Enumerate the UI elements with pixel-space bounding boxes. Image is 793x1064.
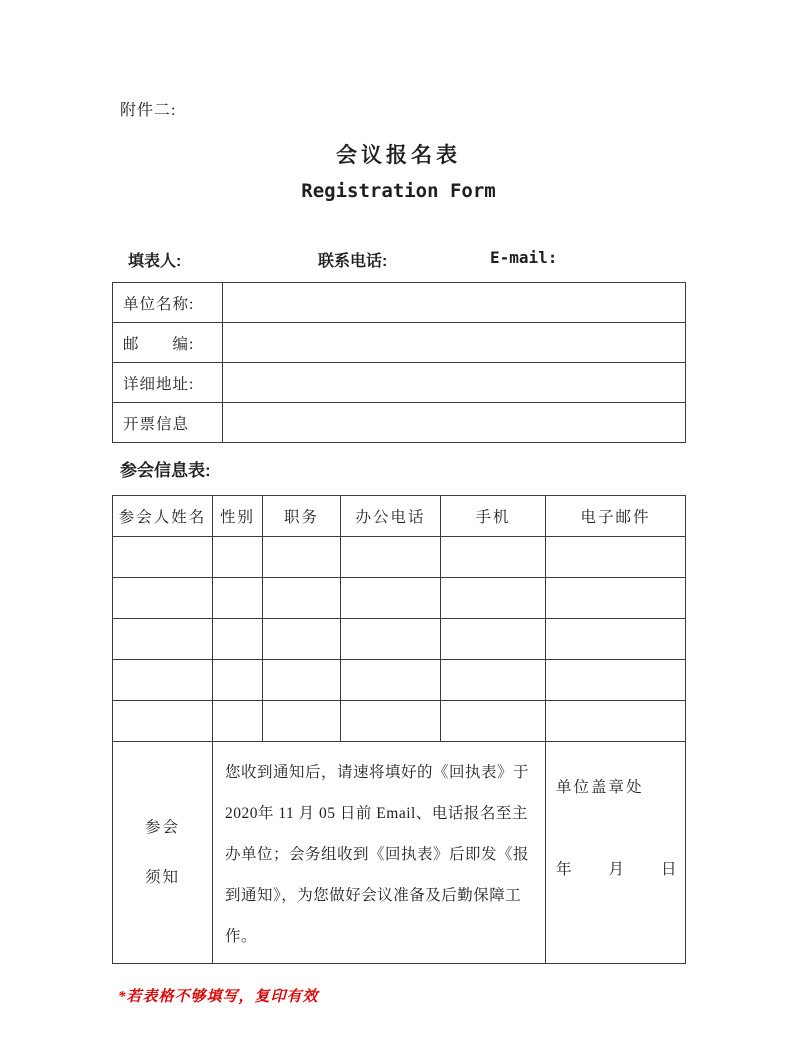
notice-label-line2: 须知: [144, 868, 180, 886]
notice-text-line: 您收到通知后，请速将填好的《回执表》于 2020: [225, 764, 530, 822]
notice-text-line: 年 11 月 05 日前 Email、电话报名至主办单位；: [225, 805, 528, 863]
participant-empty-cell: [546, 578, 686, 619]
participant-empty-cell: [341, 537, 441, 578]
participant-empty-cell: [441, 537, 546, 578]
seal-cell: [546, 742, 686, 964]
postal-code-value-cell: [223, 323, 686, 363]
header-email: 电子邮件: [546, 496, 686, 537]
participant-empty-cell: [113, 578, 213, 619]
participant-empty-cell: [113, 619, 213, 660]
address-value-cell: [223, 363, 686, 403]
participant-empty-cell: [263, 660, 341, 701]
participant-empty-cell: [113, 537, 213, 578]
participant-section-label: 参会信息表:: [120, 461, 211, 480]
form-title-english: Registration Form: [301, 180, 496, 202]
table-row: [113, 363, 686, 403]
participant-empty-cell: [213, 537, 263, 578]
header-participant-name: 参会人姓名: [113, 496, 213, 537]
contact-info-row: [112, 248, 685, 272]
header-position: 职务: [263, 496, 341, 537]
participant-empty-cell: [213, 660, 263, 701]
invoice-info-value-cell: [223, 403, 686, 443]
notice-label-line1: 参会: [144, 818, 180, 836]
table-row: [113, 323, 686, 363]
participant-empty-cell: [546, 660, 686, 701]
participant-empty-cell: [263, 578, 341, 619]
header-mobile: 手机: [441, 496, 546, 537]
participant-empty-cell: [546, 537, 686, 578]
participant-empty-cell: [341, 660, 441, 701]
participant-empty-cell: [213, 701, 263, 742]
participant-empty-cell: [341, 619, 441, 660]
address-label: 详细地址:: [113, 363, 223, 403]
participant-empty-cell: [441, 660, 546, 701]
unit-seal-label: 单位盖章处: [556, 779, 644, 796]
participant-row: [113, 537, 686, 578]
notice-text-line: 会务组收到《回执表》后即发《报到通知》，: [225, 846, 530, 904]
notice-label: [113, 742, 213, 964]
participant-empty-cell: [341, 701, 441, 742]
copy-validity-note: *若表格不够填写，复印有效: [118, 989, 319, 1005]
participant-row: [113, 701, 686, 742]
participant-empty-cell: [263, 701, 341, 742]
unit-info-table: [112, 282, 686, 443]
table-row: [113, 283, 686, 323]
unit-name-label: 单位名称:: [113, 283, 223, 323]
header-gender: 性别: [213, 496, 263, 537]
notice-text: [213, 742, 546, 964]
participant-empty-rows: [113, 537, 686, 742]
contact-phone-label: 联系电话:: [318, 253, 388, 270]
table-row: [113, 403, 686, 443]
participant-empty-cell: [263, 537, 341, 578]
invoice-info-label: 开票信息: [113, 403, 223, 443]
participant-empty-cell: [441, 578, 546, 619]
participant-row: [113, 578, 686, 619]
registration-form-document: [112, 100, 685, 1008]
participant-empty-cell: [113, 701, 213, 742]
participant-empty-cell: [441, 701, 546, 742]
document-page: [0, 100, 793, 1064]
date-label: 年 月 日: [556, 861, 679, 878]
participant-row: [113, 619, 686, 660]
notice-row: [113, 742, 686, 964]
participant-header-row: [113, 496, 686, 537]
attachment-label: 附件二:: [120, 102, 177, 119]
form-title-chinese: 会议报名表: [336, 144, 461, 167]
unit-name-value-cell: [223, 283, 686, 323]
participant-row: [113, 660, 686, 701]
header-office-phone: 办公电话: [341, 496, 441, 537]
email-label: E-mail:: [490, 248, 558, 267]
participant-info-table: [112, 495, 686, 964]
participant-empty-cell: [263, 619, 341, 660]
participant-empty-cell: [113, 660, 213, 701]
participant-empty-cell: [341, 578, 441, 619]
participant-empty-cell: [546, 619, 686, 660]
participant-empty-cell: [546, 701, 686, 742]
participant-empty-cell: [213, 619, 263, 660]
postal-code-label: 邮 编:: [113, 323, 223, 363]
notice-text-line: 为您做好会议准备及后勤保障工作。: [225, 887, 522, 945]
participant-empty-cell: [441, 619, 546, 660]
participant-empty-cell: [213, 578, 263, 619]
form-filler-label: 填表人:: [128, 253, 182, 270]
